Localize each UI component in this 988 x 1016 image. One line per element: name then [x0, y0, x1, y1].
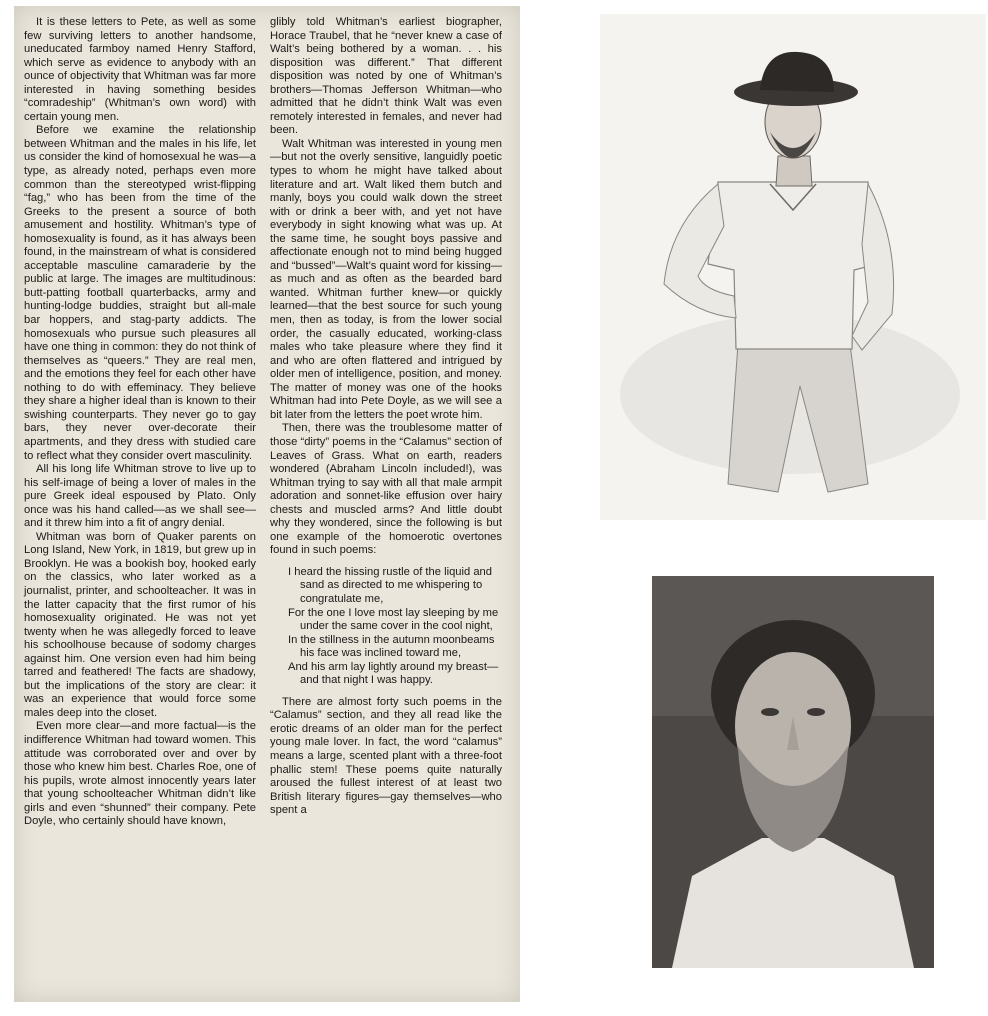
photo-illustration	[652, 576, 934, 968]
engraving-illustration	[600, 14, 986, 520]
paragraph: Whitman was born of Quaker parents on Long Island, New York, in 1819, but grew up in Brooklyn. He was a bookish boy, hooked early on the classics, who later worked as a journalist, printer, and schoolteacher. It was in the latter capacity that the first rumor of his homosexuality originated. He was not yet twenty when he was allegedly forced to leave his schoolhouse because of sodomy charges against him. One version even had him being tarred and feathered! The facts are shadowy, but the implications of the story are clear: it was an experience that would force some males deep into the closet.	[24, 530, 256, 719]
paragraph: All his long life Whitman strove to live up to his self-image of being a lover of males in the pure Greek ideal espoused by Plato. Only once was his hand called—as we shall see—and it threw him into a fit of angry denial.	[24, 463, 256, 530]
left-text-column	[24, 16, 256, 829]
poem-line: In the stillness in the autumn moonbeams his face was inclined toward me,	[288, 633, 495, 660]
poem-line: For the one I love most lay sleeping by me under the same cover in the cool night,	[288, 606, 499, 633]
poem-line: I heard the hissing rustle of the liquid and sand as directed to me whispering to congratulate me,	[288, 565, 492, 605]
engraved-portrait-in-hat	[600, 14, 986, 520]
paragraph: glibly told Whitman’s earliest biographer, Horace Traubel, that he “never knew a case of Walt’s being bothered by a woman. . . his disposition was different.” That different disposition was noted by one of Whitman’s brothers—Thomas Jefferson Whitman—who admitted that he didn’t think Walt was even remotely interested in females, and never had been.	[270, 16, 502, 137]
paragraph: Even more clear—and more factual—is the indifference Whitman had toward women. This attitude was corroborated over and over by those who knew him best. Charles Roe, one of his pupils, wrote almost innocently years later that young schoolteacher Whitman didn’t like girls and even “shunned” their company. Pete Doyle, who certainly should have known,	[24, 720, 256, 828]
photograph-portrait	[652, 576, 934, 968]
paragraph: It is these letters to Pete, as well as some few surviving letters to another handsome, uneducated farmboy named Henry Stafford, which serve as evidence to anybody with an ounce of objectivity that Whitman was far more interested in having something besides “comradeship” (Whitman’s own word) with certain young men.	[24, 16, 256, 123]
poem-line: And his arm lay lightly around my breast—and that night I was happy.	[288, 660, 499, 687]
right-text-column	[270, 16, 502, 818]
poem-excerpt	[288, 566, 502, 688]
paragraph: There are almost forty such poems in the “Calamus” section, and they all read like the erotic dreams of an older man for the perfect young male lover. In fact, the word “calamus” means a large, scented plant with a three-foot phallic stem! These poems quite naturally aroused the fullest interest of at least two British literary figures—gay themselves—who spent a	[270, 695, 502, 817]
scanned-article-page	[14, 6, 520, 1002]
paragraph: Then, there was the troublesome matter of those “dirty” poems in the “Calamus” section of Leaves of Grass. What on earth, readers wondered (Abraham Lincoln included!), was Whitman trying to say with all that male armpit adoration and sonnet-like effusion over hairy chests and muscled arms? And little doubt why they wondered, since the following is but one example of the homoerotic overtones found in such poems:	[270, 422, 502, 557]
paragraph: Walt Whitman was interested in young men—but not the overly sensitive, languidly poetic types to whom he might have talked about literature and art. Walt liked them butch and manly, boys you could walk down the street with or drink a beer with, and yet not have everybody in sight knowing what was up. At the same time, he sought boys passive and affectionate enough not to mind being hugged and “bussed”—Walt’s quaint word for kissing—as much and as often as the bearded bard wanted. Whitman further knew—or quickly learned—that the best source for such young men, then as today, is from the lower social order, the casually educated, working-class males who take pleasure where they find it and who are often flattered and intrigued by older men of intelligence, position, and money. The matter of money was one of the hooks Whitman had into Pete Doyle, as we will see a bit later from the letters the poet wrote him.	[270, 137, 502, 421]
paragraph: Before we examine the relationship between Whitman and the males in his life, let us consider the kind of homosexual he was—a type, as already noted, perhaps even more common than the stereotyped wrist-flipping “fag,” who has been from the time of the Greeks to the present a source of both amusement and hostility. Whitman’s type of homosexuality is found, as it has always been found, in the mainstream of what is considered acceptable masculine camaraderie by the public at large. The images are multitudinous: butt-patting football quarterbacks, army and hunting-lodge buddies, straight but all-male bar hoppers, and stag-party addicts. The homosexuals who pursue such pleasures all have one thing in common: they do not think of themselves as “queers.” They are real men, and the emotions they feel for each other have nothing to do with effeminacy. They believe they share a higher ideal than is known to their swishing counterparts. They never go to gay bars, they never over-decorate their apartments, and they dress with studied care to reflect what they consider overt masculinity.	[24, 124, 256, 462]
